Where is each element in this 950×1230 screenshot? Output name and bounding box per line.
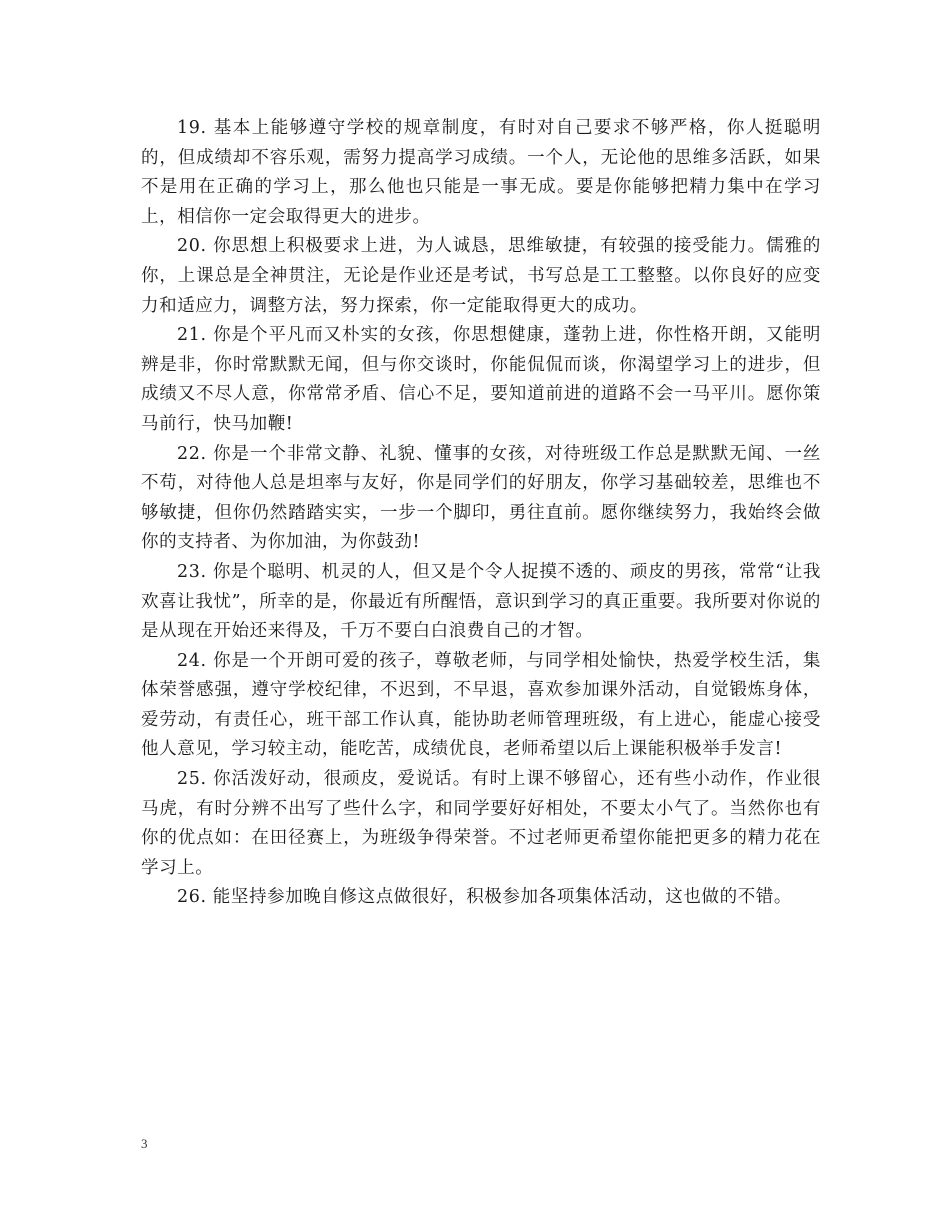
paragraph-24: 24. 你是一个开朗可爱的孩子，尊敬老师，与同学相处愉快，热爱学校生活，集体荣誉感强，遵守学校纪律，不迟到，不早退，喜欢参加课外活动，自觉锻炼身体，爱劳动，有责任心，班干部工作认真，能协助老师管理班级，有上进心，能虚心接受他人意见，学习较主动，能吃苦，成绩优良，老师希望以后上课能积极举手发言! [141,650,821,760]
page-number: 3 [141,1136,148,1151]
paragraph-19: 19. 基本上能够遵守学校的规章制度，有时对自己要求不够严格，你人挺聪明的，但成绩却不容乐观，需努力提高学习成绩。一个人，无论他的思维多活跃，如果不是用在正确的学习上，那么他也只能是一事无成。要是你能够把精力集中在学习上，相信你一定会取得更大的进步。 [141,118,821,227]
paragraph-21: 21. 你是个平凡而又朴实的女孩，你思想健康，蓬勃上进，你性格开朗，又能明辨是非，你时常默默无闻，但与你交谈时，你能侃侃而谈，你渴望学习上的进步，但成绩又不尽人意，你常常矛盾、信心不足，要知道前进的道路不会一马平川。愿你策马前行，快马加鞭! [141,325,821,434]
paragraph-23: 23. 你是个聪明、机灵的人，但又是个令人捉摸不透的、顽皮的男孩，常常“让我欢喜让我忧”，所幸的是，你最近有所醒悟，意识到学习的真正重要。我所要对你说的是从现在开始还来得及，千万不要白白浪费自己的才智。 [141,561,821,642]
paragraph-26: 26. 能坚持参加晚自修这点做很好，积极参加各项集体活动，这也做的不错。 [177,887,792,908]
document-body [141,114,821,913]
paragraph-20: 20. 你思想上积极要求上进，为人诚恳，思维敏捷，有较强的接受能力。儒雅的你，上课总是全神贯注，无论是作业还是考试，书写总是工工整整。以你良好的应变力和适应力，调整方法，努力探索，你一定能取得更大的成功。 [141,236,821,316]
paragraph-25: 25. 你活泼好动，很顽皮，爱说话。有时上课不够留心，还有些小动作，作业很马虎，有时分辨不出写了些什么字，和同学要好好相处，不要太小气了。当然你也有你的优点如：在田径赛上，为班级争得荣誉。不过老师更希望你能把更多的精力花在学习上。 [141,769,821,878]
paragraph-22: 22. 你是一个非常文静、礼貌、懂事的女孩，对待班级工作总是默默无闻、一丝不苟，对待他人总是坦率与友好，你是同学们的好朋友，你学习基础较差，思维也不够敏捷，但你仍然踏踏实实，一步一个脚印，勇往直前。愿你继续努力，我始终会做你的支持者、为你加油，为你鼓劲! [141,443,821,553]
